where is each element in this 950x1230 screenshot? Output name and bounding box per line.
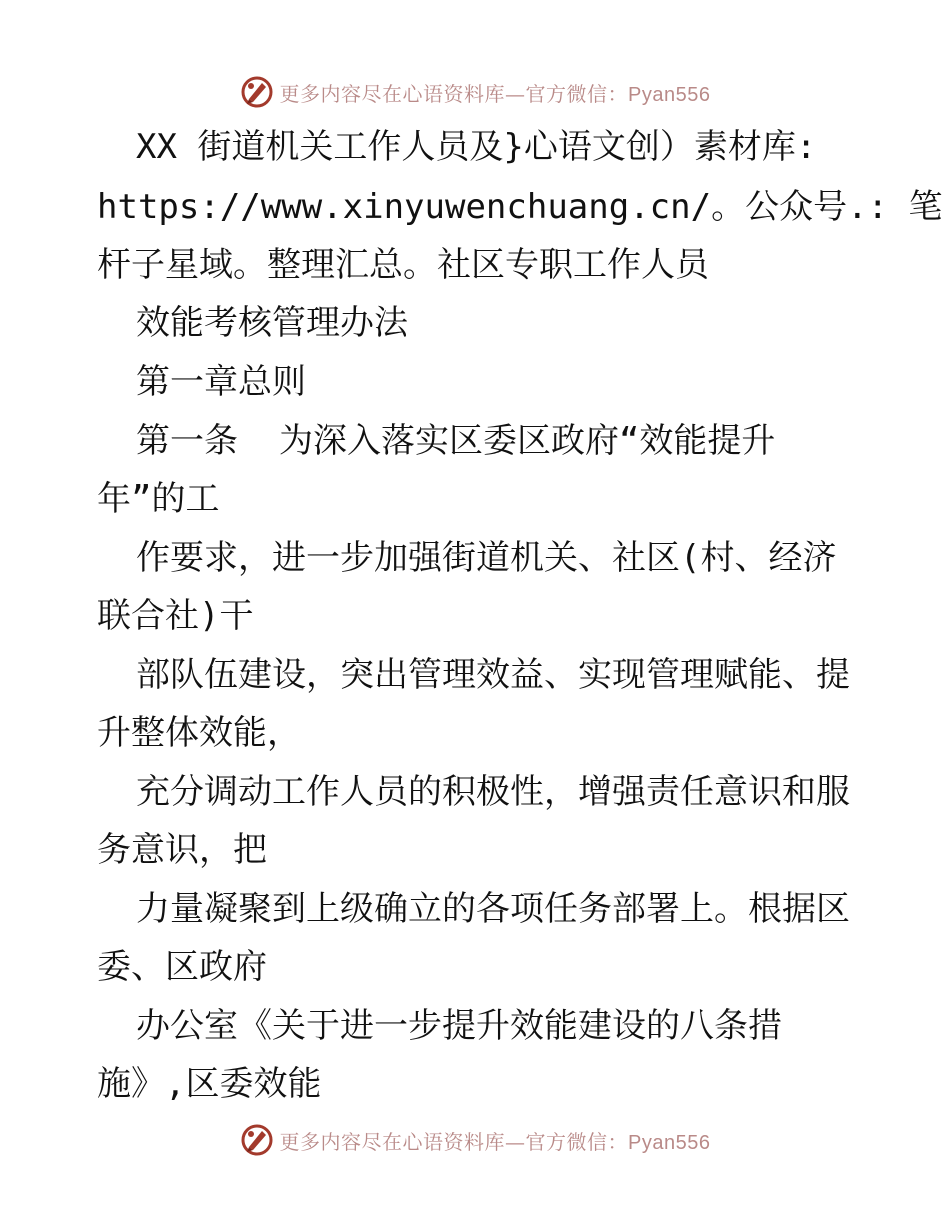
body-line: 施》,区委效能 (97, 1064, 322, 1104)
body-line: 委、区政府 (97, 947, 267, 987)
body-line: 效能考核管理办法 (136, 303, 408, 343)
pen-seal-icon (240, 75, 274, 109)
body-line: 联合社)干 (97, 596, 254, 636)
body-line: 第一条 为深入落实区委区政府“效能提升 (136, 421, 776, 461)
body-line: 务意识，把 (97, 830, 267, 870)
banner-text (280, 78, 711, 107)
banner-wechat-id: Pyan556 (628, 83, 711, 106)
banner-text-cn: 更多内容尽在心语资料库—官方微信： (279, 1129, 629, 1154)
body-line: https://www.xinyuwenchuang.cn/。公众号.: 笔 (97, 187, 943, 227)
body-line: 充分调动工作人员的积极性，增强责任意识和服 (136, 772, 850, 812)
body-line: 升整体效能， (97, 713, 301, 753)
footer-banner (0, 1120, 950, 1160)
body-line: 办公室《关于进一步提升效能建设的八条措 (136, 1006, 782, 1046)
body-line: 力量凝聚到上级确立的各项任务部署上。根据区 (136, 889, 850, 929)
body-line: XX 街道机关工作人员及}心语文创）素材库: (136, 127, 817, 167)
body-line: 作要求，进一步加强街道机关、社区(村、经济 (136, 538, 837, 578)
section-heading: 第一章总则 (136, 362, 306, 402)
banner-text-cn: 更多内容尽在心语资料库—官方微信： (279, 81, 629, 106)
header-banner (0, 72, 950, 112)
body-line: 年”的工 (97, 479, 220, 519)
banner-wechat-id: Pyan556 (628, 1131, 711, 1154)
banner-text (280, 1126, 711, 1155)
pen-seal-icon (240, 1123, 274, 1157)
body-line: 部队伍建设，突出管理效益、实现管理赋能、提 (136, 655, 850, 695)
body-line: 杆子星域。整理汇总。社区专职工作人员 (97, 245, 709, 285)
